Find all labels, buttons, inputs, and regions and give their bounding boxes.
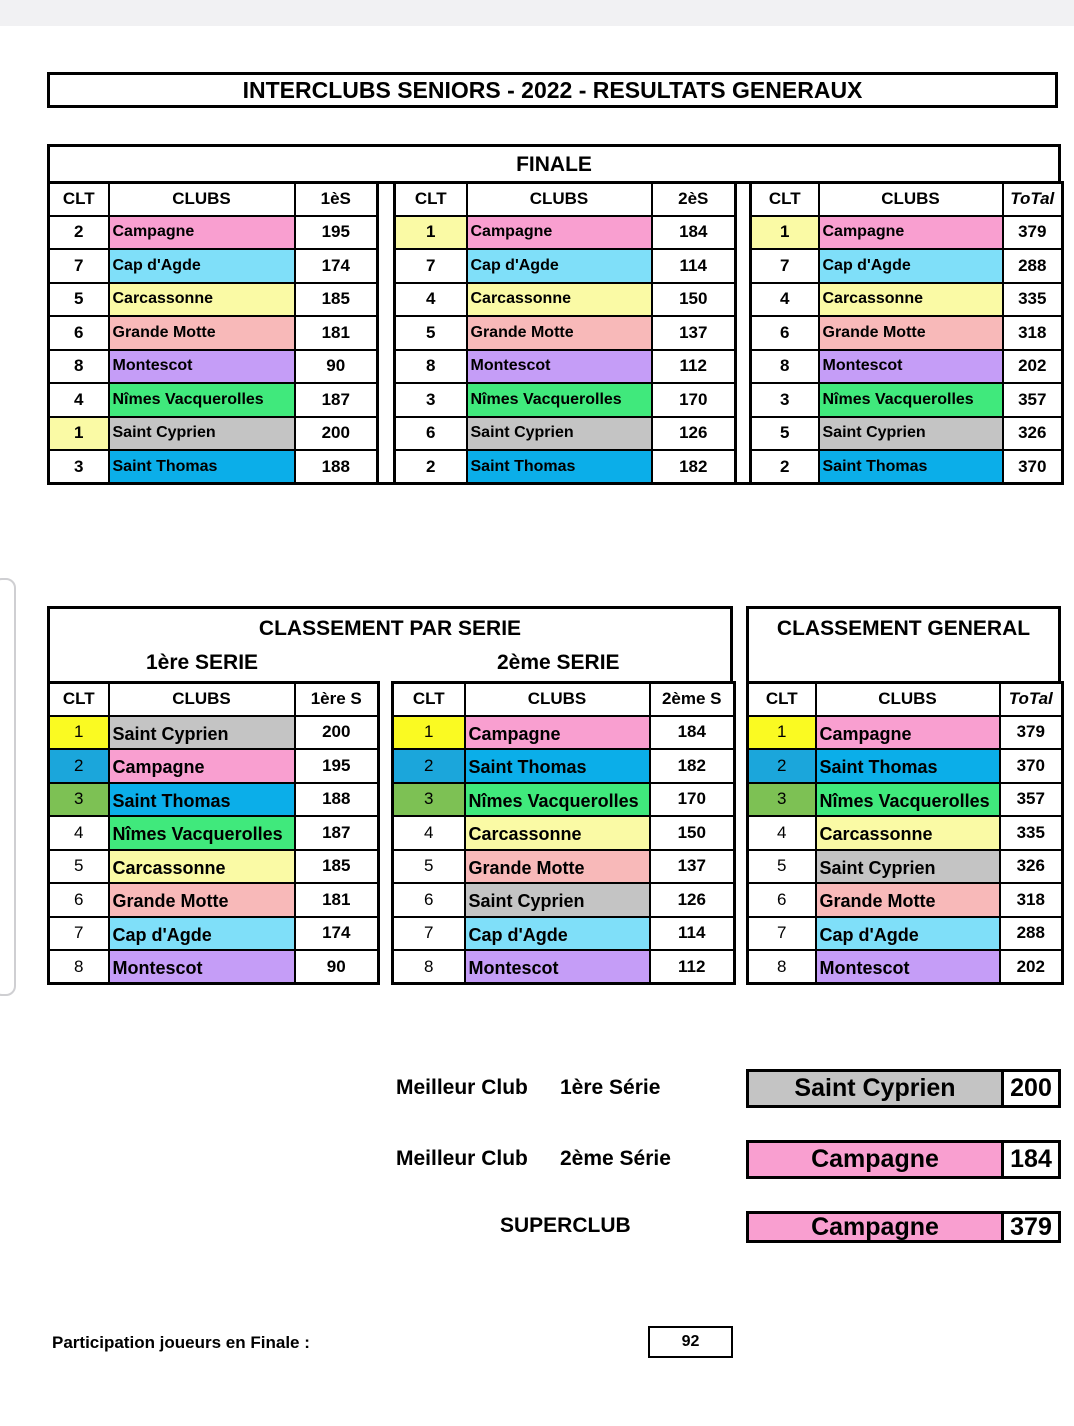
finale-score-1: 90 (295, 350, 378, 384)
serie2-clt: 1 (393, 716, 465, 750)
finale-clt-1: 8 (49, 350, 109, 384)
serie2-clt: 8 (393, 950, 465, 984)
serie2-score: 182 (650, 749, 735, 783)
table-row (49, 917, 379, 951)
serie2-club: Montescot (465, 950, 650, 984)
serie2-score: 150 (650, 816, 735, 850)
finale-score-total: 202 (1003, 350, 1063, 384)
table-row (748, 716, 1063, 750)
column-gap (736, 450, 751, 484)
finale-club-2: Grande Motte (467, 316, 652, 350)
finale-score-1: 200 (295, 417, 378, 451)
finale-club-3: Carcassonne (819, 283, 1003, 317)
serie1-header-score: 1ère S (295, 683, 379, 716)
finale-score-total: 335 (1003, 283, 1063, 317)
finale-club-3: Campagne (819, 216, 1003, 250)
finale-club-1: Grande Motte (109, 316, 295, 350)
finale-score-2: 150 (652, 283, 736, 317)
table-row (49, 749, 379, 783)
finale-header-clubs-2: CLUBS (467, 183, 652, 216)
general-heading: CLASSEMENT GENERAL (776, 617, 1031, 640)
finale-score-total: 288 (1003, 249, 1063, 283)
finale-score-1: 181 (295, 316, 378, 350)
finale-clt-2: 2 (395, 450, 467, 484)
superclub-box (746, 1211, 1061, 1243)
finale-score-2: 126 (652, 417, 736, 451)
finale-score-2: 170 (652, 383, 736, 417)
finale-clt-1: 2 (49, 216, 109, 250)
serie1-score: 181 (295, 883, 379, 917)
serie1-score: 200 (295, 716, 379, 750)
finale-score-2: 184 (652, 216, 736, 250)
column-gap (378, 417, 395, 451)
table-row (49, 316, 1063, 350)
finale-club-3: Cap d'Agde (819, 249, 1003, 283)
serie2-club: Campagne (465, 716, 650, 750)
finale-club-1: Montescot (109, 350, 295, 384)
finale-club-1: Carcassonne (109, 283, 295, 317)
column-gap (378, 450, 395, 484)
column-gap (378, 183, 395, 216)
general-score: 357 (1000, 783, 1063, 817)
table-row (748, 917, 1063, 951)
table-row (49, 283, 1063, 317)
table-row (748, 816, 1063, 850)
serie1-score: 185 (295, 850, 379, 884)
finale-score-total: 379 (1003, 216, 1063, 250)
serie1-clt: 8 (49, 950, 109, 984)
table-row (393, 749, 735, 783)
serie2-score: 137 (650, 850, 735, 884)
general-header-clt: CLT (748, 683, 816, 716)
serie1-club: Saint Thomas (109, 783, 295, 817)
general-header-box (746, 606, 1061, 681)
side-scroll-tab[interactable] (0, 578, 16, 996)
finale-clt-1: 7 (49, 249, 109, 283)
finale-club-2: Saint Thomas (467, 450, 652, 484)
finale-score-2: 182 (652, 450, 736, 484)
column-gap (378, 216, 395, 250)
award-1-score: 200 (1010, 1074, 1052, 1102)
table-row (393, 883, 735, 917)
finale-header-total: ToTal (1003, 183, 1063, 216)
table-row (49, 450, 1063, 484)
general-club: Montescot (816, 950, 1000, 984)
serie1-score: 174 (295, 917, 379, 951)
column-gap (736, 183, 751, 216)
participation-label: Participation joueurs en Finale : (52, 1333, 310, 1352)
column-gap (736, 316, 751, 350)
general-header-clubs: CLUBS (816, 683, 1000, 716)
award-1-club: Saint Cyprien (749, 1072, 1004, 1105)
finale-clt-3: 7 (751, 249, 819, 283)
serie1-header-clubs: CLUBS (109, 683, 295, 716)
table-row (49, 716, 379, 750)
finale-club-1: Saint Cyprien (109, 417, 295, 451)
serie2-header-score: 2ème S (650, 683, 735, 716)
general-clt: 3 (748, 783, 816, 817)
finale-score-1: 185 (295, 283, 378, 317)
finale-clt-3: 5 (751, 417, 819, 451)
serie2-club: Carcassonne (465, 816, 650, 850)
finale-club-2: Nîmes Vacquerolles (467, 383, 652, 417)
table-row (49, 783, 379, 817)
general-clt: 2 (748, 749, 816, 783)
table-row (393, 716, 735, 750)
finale-table (47, 181, 1064, 485)
page-title: INTERCLUBS SENIORS - 2022 - RESULTATS GENERAUX (47, 72, 1058, 108)
serie1-club: Grande Motte (109, 883, 295, 917)
serie1-club: Montescot (109, 950, 295, 984)
table-row (49, 950, 379, 984)
table-row (393, 850, 735, 884)
finale-club-3: Saint Thomas (819, 450, 1003, 484)
window-top-bar (0, 0, 1074, 26)
column-gap (736, 216, 751, 250)
serie2-club: Grande Motte (465, 850, 650, 884)
general-score: 326 (1000, 850, 1063, 884)
serie1-club: Cap d'Agde (109, 917, 295, 951)
general-club: Grande Motte (816, 883, 1000, 917)
finale-clt-3: 3 (751, 383, 819, 417)
table-row (49, 383, 1063, 417)
table-row (49, 216, 1063, 250)
column-gap (378, 283, 395, 317)
general-score: 202 (1000, 950, 1063, 984)
table-row (49, 350, 1063, 384)
finale-heading: FINALE (47, 144, 1061, 182)
serie1-score: 90 (295, 950, 379, 984)
finale-header-clt-2: CLT (395, 183, 467, 216)
column-gap (736, 350, 751, 384)
serie2-clt: 3 (393, 783, 465, 817)
finale-clt-2: 1 (395, 216, 467, 250)
table-row (393, 917, 735, 951)
general-score: 288 (1000, 917, 1063, 951)
serie2-header-clubs: CLUBS (465, 683, 650, 716)
finale-club-1: Cap d'Agde (109, 249, 295, 283)
finale-header-clubs-1: CLUBS (109, 183, 295, 216)
award-1-label-2: 1ère Série (560, 1076, 661, 1099)
general-clt: 4 (748, 816, 816, 850)
serie2-clt: 4 (393, 816, 465, 850)
finale-club-2: Campagne (467, 216, 652, 250)
finale-score-2: 114 (652, 249, 736, 283)
finale-score-1: 195 (295, 216, 378, 250)
general-club: Carcassonne (816, 816, 1000, 850)
general-score: 318 (1000, 883, 1063, 917)
general-club: Saint Cyprien (816, 850, 1000, 884)
finale-clt-1: 3 (49, 450, 109, 484)
award-1-label-1: Meilleur Club (396, 1076, 528, 1099)
finale-clt-3: 6 (751, 316, 819, 350)
serie2-clt: 5 (393, 850, 465, 884)
general-score: 370 (1000, 749, 1063, 783)
general-header-total: ToTal (1000, 683, 1063, 716)
finale-clt-1: 6 (49, 316, 109, 350)
general-club: Nîmes Vacquerolles (816, 783, 1000, 817)
table-row (393, 816, 735, 850)
finale-clt-2: 5 (395, 316, 467, 350)
general-clt: 5 (748, 850, 816, 884)
serie2-clt: 6 (393, 883, 465, 917)
serie2-clt: 7 (393, 917, 465, 951)
table-row (748, 883, 1063, 917)
participation-value: 92 (648, 1326, 733, 1358)
award-1-box (746, 1069, 1061, 1108)
column-gap (736, 283, 751, 317)
superclub-score: 379 (1010, 1212, 1052, 1241)
serie2-club: Saint Thomas (465, 749, 650, 783)
finale-clt-2: 7 (395, 249, 467, 283)
serie1-header-clt: CLT (49, 683, 109, 716)
column-gap (378, 350, 395, 384)
finale-score-total: 318 (1003, 316, 1063, 350)
finale-score-2: 112 (652, 350, 736, 384)
finale-club-2: Montescot (467, 350, 652, 384)
finale-club-2: Saint Cyprien (467, 417, 652, 451)
award-2-label-2: 2ème Série (560, 1147, 671, 1170)
finale-club-3: Montescot (819, 350, 1003, 384)
finale-club-3: Saint Cyprien (819, 417, 1003, 451)
serie1-clt: 2 (49, 749, 109, 783)
table-row (49, 249, 1063, 283)
serie2-score: 170 (650, 783, 735, 817)
general-club: Campagne (816, 716, 1000, 750)
column-gap (736, 249, 751, 283)
finale-clt-2: 6 (395, 417, 467, 451)
serie1-clt: 6 (49, 883, 109, 917)
serie1-clt: 5 (49, 850, 109, 884)
serie1-club: Saint Cyprien (109, 716, 295, 750)
column-gap (378, 383, 395, 417)
serie2-club: Saint Cyprien (465, 883, 650, 917)
finale-clt-1: 5 (49, 283, 109, 317)
finale-club-3: Nîmes Vacquerolles (819, 383, 1003, 417)
general-score: 379 (1000, 716, 1063, 750)
finale-club-1: Saint Thomas (109, 450, 295, 484)
finale-score-1: 188 (295, 450, 378, 484)
superclub-club: Campagne (749, 1214, 1004, 1240)
finale-score-total: 357 (1003, 383, 1063, 417)
general-table (746, 681, 1064, 985)
table-row (49, 816, 379, 850)
serie-2-table (391, 681, 736, 985)
finale-header-clubs-3: CLUBS (819, 183, 1003, 216)
table-row (49, 850, 379, 884)
finale-score-2: 137 (652, 316, 736, 350)
column-gap (736, 417, 751, 451)
table-row (49, 883, 379, 917)
general-club: Saint Thomas (816, 749, 1000, 783)
serie1-clt: 4 (49, 816, 109, 850)
finale-club-2: Cap d'Agde (467, 249, 652, 283)
table-row (748, 950, 1063, 984)
serie1-clt: 7 (49, 917, 109, 951)
serie1-clt: 1 (49, 716, 109, 750)
table-row (393, 783, 735, 817)
column-gap (736, 383, 751, 417)
serie2-header-clt: CLT (393, 683, 465, 716)
finale-score-1: 187 (295, 383, 378, 417)
table-row (748, 850, 1063, 884)
general-clt: 1 (748, 716, 816, 750)
finale-clt-2: 8 (395, 350, 467, 384)
table-row (748, 783, 1063, 817)
general-club: Cap d'Agde (816, 917, 1000, 951)
serie-sub-1: 1ère SERIE (146, 651, 259, 674)
table-row (49, 417, 1063, 451)
serie1-clt: 3 (49, 783, 109, 817)
award-2-box (746, 1140, 1061, 1179)
general-clt: 8 (748, 950, 816, 984)
serie1-score: 187 (295, 816, 379, 850)
serie1-club: Carcassonne (109, 850, 295, 884)
finale-clt-3: 1 (751, 216, 819, 250)
table-row (393, 950, 735, 984)
finale-header-clt-1: CLT (49, 183, 109, 216)
finale-clt-3: 2 (751, 450, 819, 484)
serie2-club: Cap d'Agde (465, 917, 650, 951)
serie2-score: 184 (650, 716, 735, 750)
finale-score-1: 174 (295, 249, 378, 283)
column-gap (378, 316, 395, 350)
superclub-label: SUPERCLUB (500, 1214, 631, 1237)
finale-clt-2: 4 (395, 283, 467, 317)
serie1-club: Nîmes Vacquerolles (109, 816, 295, 850)
serie2-score: 112 (650, 950, 735, 984)
serie-heading: CLASSEMENT PAR SERIE (258, 617, 522, 640)
finale-header-s2: 2èS (652, 183, 736, 216)
general-clt: 6 (748, 883, 816, 917)
finale-clt-3: 4 (751, 283, 819, 317)
serie-sub-2: 2ème SERIE (497, 651, 620, 674)
column-gap (378, 249, 395, 283)
serie2-clt: 2 (393, 749, 465, 783)
general-clt: 7 (748, 917, 816, 951)
table-row (748, 749, 1063, 783)
general-score: 335 (1000, 816, 1063, 850)
serie2-score: 114 (650, 917, 735, 951)
award-2-club: Campagne (749, 1143, 1004, 1176)
serie1-club: Campagne (109, 749, 295, 783)
award-2-label-1: Meilleur Club (396, 1147, 528, 1170)
finale-score-total: 370 (1003, 450, 1063, 484)
serie-header-box (47, 606, 733, 681)
finale-club-2: Carcassonne (467, 283, 652, 317)
finale-clt-2: 3 (395, 383, 467, 417)
finale-clt-3: 8 (751, 350, 819, 384)
finale-clt-1: 4 (49, 383, 109, 417)
finale-score-total: 326 (1003, 417, 1063, 451)
finale-clt-1: 1 (49, 417, 109, 451)
finale-club-3: Grande Motte (819, 316, 1003, 350)
serie1-score: 195 (295, 749, 379, 783)
finale-header-clt-3: CLT (751, 183, 819, 216)
finale-club-1: Campagne (109, 216, 295, 250)
award-2-score: 184 (1010, 1145, 1052, 1173)
serie2-score: 126 (650, 883, 735, 917)
serie-1-table (47, 681, 380, 985)
finale-club-1: Nîmes Vacquerolles (109, 383, 295, 417)
serie2-club: Nîmes Vacquerolles (465, 783, 650, 817)
serie1-score: 188 (295, 783, 379, 817)
finale-header-s1: 1èS (295, 183, 378, 216)
